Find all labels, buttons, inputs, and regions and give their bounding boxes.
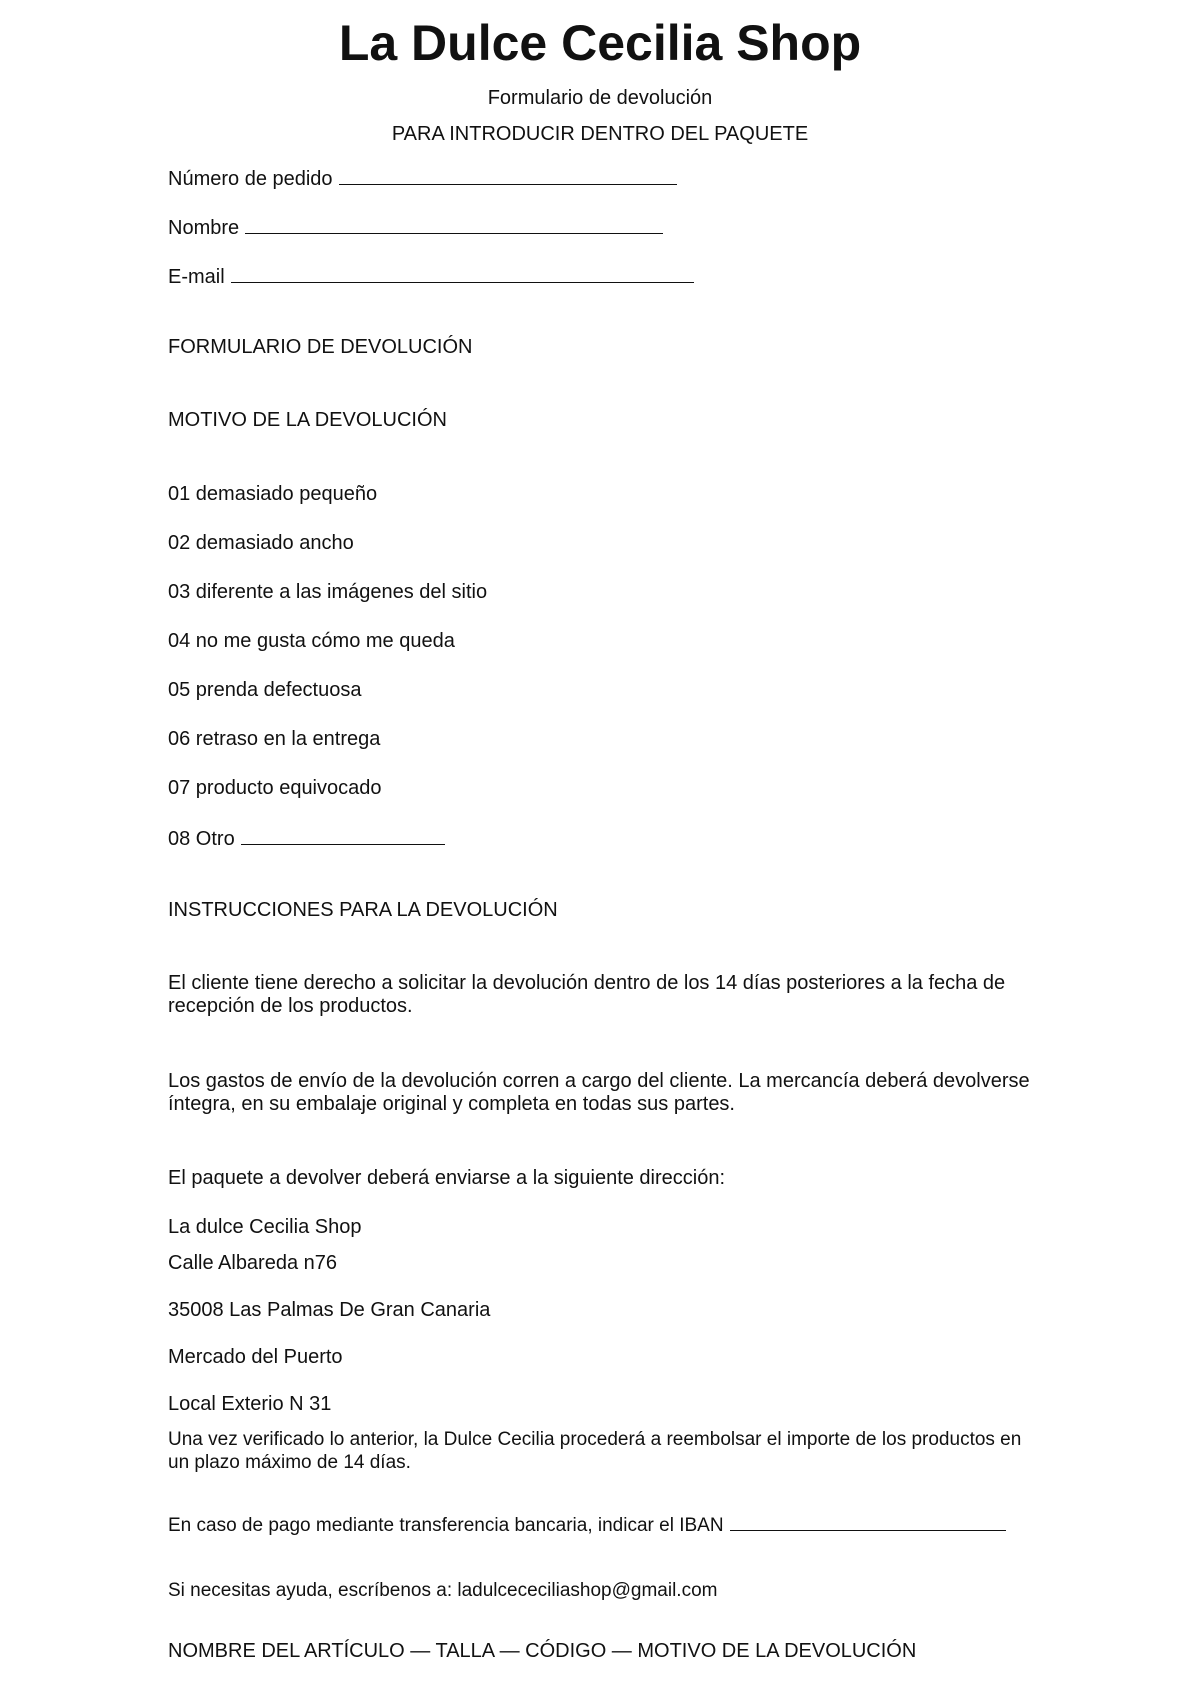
help-text: Si necesitas ayuda, escríbenos a: ladulcececiliashop@gmail.com bbox=[168, 1580, 718, 1601]
instructions-paragraph-1: El cliente tiene derecho a solicitar la devolución dentro de los 14 días posteriores a la fecha de recepción de los productos. bbox=[168, 972, 1006, 1017]
order-number-field bbox=[168, 166, 677, 191]
reason-other-input[interactable] bbox=[241, 826, 445, 845]
reason-item-other bbox=[168, 826, 445, 851]
reason-item[interactable]: 06 retraso en la entrega bbox=[168, 728, 381, 750]
name-field bbox=[168, 215, 663, 240]
page-subtitle: Formulario de devolución bbox=[487, 87, 713, 109]
reason-item[interactable]: 01 demasiado pequeño bbox=[168, 483, 378, 505]
reason-item[interactable]: 02 demasiado ancho bbox=[168, 532, 354, 554]
email-field bbox=[168, 264, 694, 289]
name-label: Nombre bbox=[168, 217, 240, 239]
iban-field bbox=[168, 1512, 1006, 1537]
iban-label: En caso de pago mediante transferencia bancaria, indicar el IBAN bbox=[168, 1515, 724, 1536]
order-number-input[interactable] bbox=[339, 166, 677, 185]
address-line-1: La dulce Cecilia Shop bbox=[168, 1216, 362, 1238]
address-line-3: 35008 Las Palmas De Gran Canaria bbox=[168, 1299, 491, 1321]
iban-input[interactable] bbox=[730, 1512, 1006, 1531]
reason-other-label[interactable]: 08 Otro bbox=[168, 828, 235, 850]
email-input[interactable] bbox=[231, 264, 694, 283]
address-line-2: Calle Albareda n76 bbox=[168, 1252, 338, 1274]
refund-paragraph: Una vez verificado lo anterior, la Dulce Cecilia procederá a reembolsar el importe de los productos en un plazo máximo de 14 días. bbox=[168, 1429, 1022, 1473]
instructions-section-title: INSTRUCCIONES PARA LA DEVOLUCIÓN bbox=[168, 899, 558, 921]
page-title: La Dulce Cecilia Shop bbox=[338, 15, 862, 71]
reason-item[interactable]: 07 producto equivocado bbox=[168, 777, 382, 799]
reason-section-title: MOTIVO DE LA DEVOLUCIÓN bbox=[168, 409, 447, 431]
instructions-paragraph-3: El paquete a devolver deberá enviarse a la siguiente dirección: bbox=[168, 1167, 726, 1189]
reason-item[interactable]: 03 diferente a las imágenes del sitio bbox=[168, 581, 488, 603]
order-number-label: Número de pedido bbox=[168, 168, 333, 190]
items-table-header: NOMBRE DEL ARTÍCULO — TALLA — CÓDIGO — MOTIVO DE LA DEVOLUCIÓN bbox=[168, 1640, 917, 1662]
email-label: E-mail bbox=[168, 266, 225, 288]
reason-item[interactable]: 05 prenda defectuosa bbox=[168, 679, 362, 701]
reason-item[interactable]: 04 no me gusta cómo me queda bbox=[168, 630, 455, 652]
package-instruction: PARA INTRODUCIR DENTRO DEL PAQUETE bbox=[391, 123, 809, 145]
address-line-4: Mercado del Puerto bbox=[168, 1346, 343, 1368]
address-line-5: Local Exterio N 31 bbox=[168, 1393, 332, 1415]
instructions-paragraph-2: Los gastos de envío de la devolución corren a cargo del cliente. La mercancía deberá devolverse íntegra, en su embalaje original y completa en todas sus partes. bbox=[168, 1070, 1030, 1115]
name-input[interactable] bbox=[245, 215, 663, 234]
form-section-title: FORMULARIO DE DEVOLUCIÓN bbox=[168, 336, 473, 358]
